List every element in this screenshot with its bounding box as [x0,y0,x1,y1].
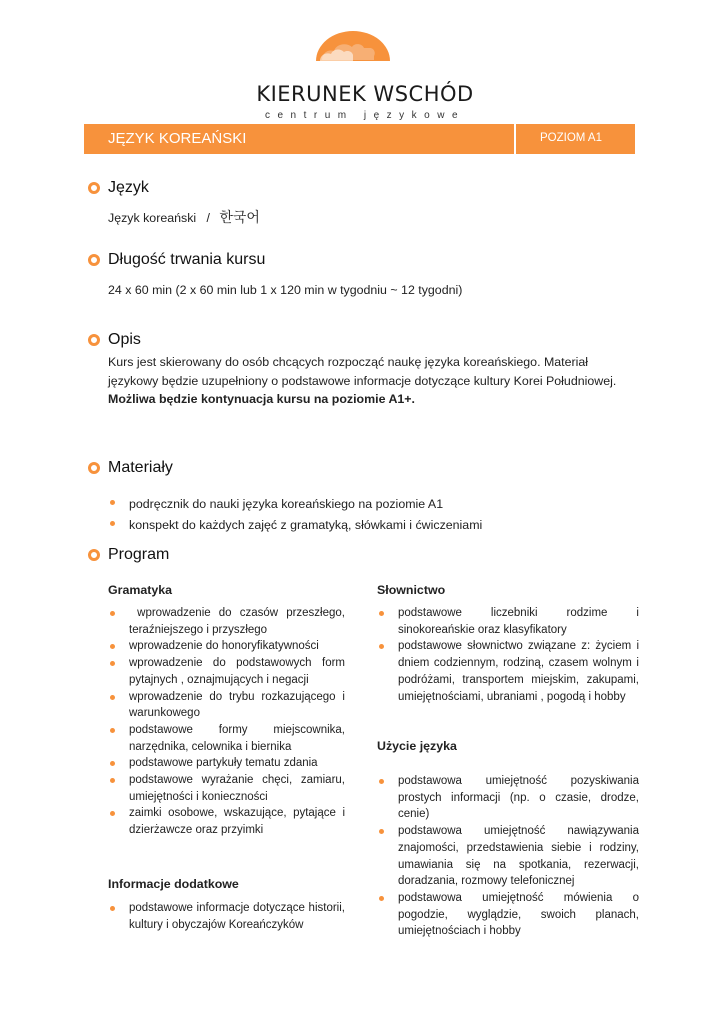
course-level: POZIOM A1 [540,132,602,144]
description-text [108,353,638,409]
section-title: Język [108,179,149,196]
list-item: zaimki osobowe, wskazujące, pytające i dzierżawcze oraz przyimki [108,805,345,838]
duration-value: 24 x 60 min (2 x 60 min lub 1 x 120 min w tygodniu ~ 12 tygodni) [108,283,463,297]
section-title: Opis [108,331,141,348]
list-item: podstawowe formy miejscownika, narzędnika, celownika i biernika [108,722,345,755]
logo-brand: KIERUNEK WSCHÓD [256,82,474,106]
description-paragraph: Kurs jest skierowany do osób chcących rozpocząć naukę języka koreańskiego. Materiał językowy będzie uzupełniony o podstawowe informacje dotyczące kultury Korei Południowej. [108,355,617,388]
grammar-title: Gramatyka [108,583,173,597]
ring-bullet-icon [88,182,100,194]
section-description-heading [88,331,141,349]
language-usage-title: Użycie języka [377,739,457,753]
vocabulary-title: Słownictwo [377,583,446,597]
ring-bullet-icon [88,254,100,266]
list-item: podstawowa umiejętność pozyskiwania prostych informacji (np. o czasie, drodze, cenie) [377,773,639,823]
course-level-bar [516,124,635,154]
list-item: podstawowe partykuły tematu zdania [108,755,345,772]
section-materials-heading [88,459,173,477]
ring-bullet-icon [88,462,100,474]
extra-info-list [108,900,345,933]
list-item: podstawowe informacje dotyczące historii, kultury i obyczajów Koreańczyków [108,900,345,933]
vocabulary-list [377,605,639,705]
list-item: podstawowe liczebniki rodzime i sinokoreańskie oraz klasyfikatory [377,605,639,638]
list-item: wprowadzenie do honoryfikatywności [108,638,345,655]
description-continuation: Możliwa będzie kontynuacja kursu na poziomie A1+. [108,392,415,406]
section-duration-heading [88,251,265,269]
list-item: podstawowe wyrażanie chęci, zamiaru, umiejętności i konieczności [108,772,345,805]
list-item: podstawowa umiejętność mówienia o pogodzie, wyglądzie, swoich planach, umiejętnościach i hobby [377,890,639,940]
logo-tagline: centrum językowe [264,110,466,121]
list-item: wprowadzenie do podstawowych form pytajnych , oznajmujących i negacji [108,655,345,688]
list-item: podręcznik do nauki języka koreańskiego na poziomie A1 [108,494,482,515]
grammar-list [108,605,349,839]
language-value [108,210,260,227]
ring-bullet-icon [88,334,100,346]
language-usage-list [377,773,639,940]
section-language-heading [88,179,149,197]
section-title: Długość trwania kursu [108,251,266,268]
course-title: JĘZYK KOREAŃSKI [108,130,247,147]
sun-cloud-icon [310,27,396,61]
language-name: Język koreański / [108,211,210,225]
section-program-heading [88,546,169,564]
list-item: podstawowa umiejętność nawiązywania znajomości, przedstawienia siebie i rodziny, umawiania się na spotkania, rezerwacji, doradzania, rozmowy telefonicznej [377,823,639,890]
list-item: konspekt do każdych zajęć z gramatyką, słówkami i ćwiczeniami [108,515,482,536]
list-item: podstawowe słownictwo związane z: życiem i dniem codziennym, rodziną, czasem wolnym i podróżami, transportem miejskim, zakupami, umiejętnościami, ubraniami , pogodą i hobby [377,638,639,705]
section-title: Materiały [108,459,173,476]
extra-info-title: Informacje dodatkowe [108,877,239,891]
list-item: wprowadzenie do trybu rozkazującego i warunkowego [108,689,345,722]
course-title-bar [84,124,514,154]
logo [250,22,480,121]
section-title: Program [108,546,170,563]
ring-bullet-icon [88,549,100,561]
list-item: wprowadzenie do czasów przeszłego, teraźniejszego i przyszłego [108,605,345,638]
language-korean: 한국어 [219,210,260,226]
materials-list [108,494,482,536]
